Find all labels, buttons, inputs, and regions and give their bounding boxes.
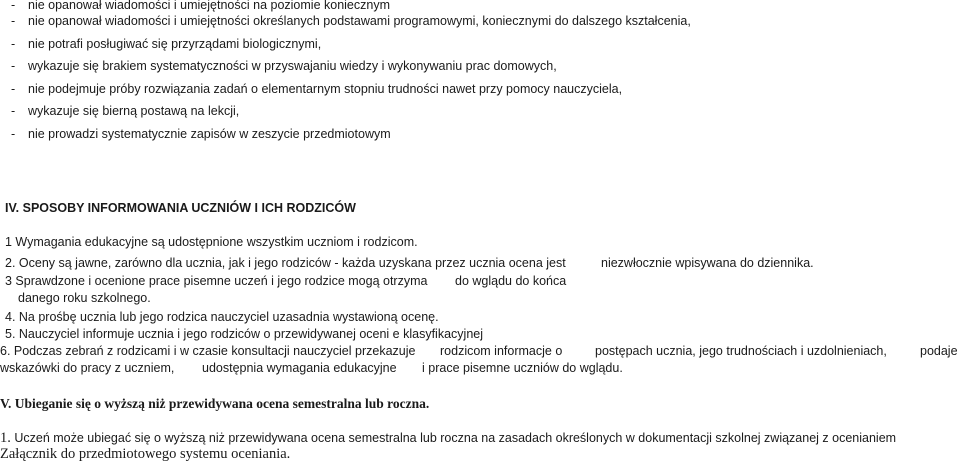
list-item: - nie opanował wiadomości i umiejętności na poziomie koniecznym bbox=[11, 0, 390, 12]
list-item: - wykazuje się brakiem systematyczności w przyswajaniu wiedzy i wykonywaniu prac domowych, bbox=[11, 59, 557, 73]
paragraph-5: 5. Nauczyciel informuje ucznia i jego rodziców o przewidywanej oceni e klasyfikacyjnej bbox=[5, 327, 483, 341]
paragraph-3: 3 Sprawdzone i ocenione prace pisemne uczeń i jego rodzice mogą otrzyma do wglądu do końca bbox=[5, 274, 567, 288]
paragraph-1: 1 Wymagania edukacyjne są udostępnione wszystkim uczniom i rodzicom. bbox=[5, 235, 418, 249]
paragraph-1: 1. Uczeń może ubiegać się o wyższą niż przewidywana ocena semestralna lub roczna na zasadach określonych w dokumentacji szkolnej związanej z ocenianiem bbox=[0, 430, 897, 446]
paragraph-6: 6. Podczas zebrań z rodzicami i w czasie konsultacji nauczyciel przekazuje rodzicom informacje o postępach ucznia, jego trudnościach i uzdolnieniach, podaje bbox=[0, 344, 958, 358]
section-heading: V. Ubieganie się o wyższą niż przewidywana ocena semestralna lub roczna. bbox=[0, 396, 430, 411]
paragraph-3-cont: danego roku szkolnego. bbox=[18, 291, 151, 305]
section-heading: IV. SPOSOBY INFORMOWANIA UCZNIÓW I ICH RODZICÓW bbox=[5, 201, 356, 215]
list-item: - nie opanował wiadomości i umiejętności określanych podstawami programowymi, koniecznymi do dalszego kształcenia, bbox=[11, 14, 691, 28]
footer-note: Załącznik do przedmiotowego systemu oceniania. bbox=[0, 446, 291, 462]
paragraph-2: 2. Oceny są jawne, zarówno dla ucznia, jak i jego rodziców - każda uzyskana przez ucznia ocena jest niezwłocznie wpisywana do dziennika. bbox=[5, 256, 814, 270]
paragraph-6-cont: wskazówki do pracy z uczniem, udostępnia wymagania edukacyjne i prace pisemne uczniów do wglądu. bbox=[0, 361, 623, 375]
list-item: - nie prowadzi systematycznie zapisów w zeszycie przedmiotowym bbox=[11, 127, 391, 141]
paragraph-4: 4. Na prośbę ucznia lub jego rodzica nauczyciel uzasadnia wystawioną ocenę. bbox=[5, 310, 439, 324]
list-item: - nie podejmuje próby rozwiązania zadań o elementarnym stopniu trudności nawet przy pomocy nauczyciela, bbox=[11, 82, 623, 96]
list-item: - nie potrafi posługiwać się przyrządami biologicznymi, bbox=[11, 37, 322, 51]
list-item: - wykazuje się bierną postawą na lekcji, bbox=[11, 104, 240, 118]
